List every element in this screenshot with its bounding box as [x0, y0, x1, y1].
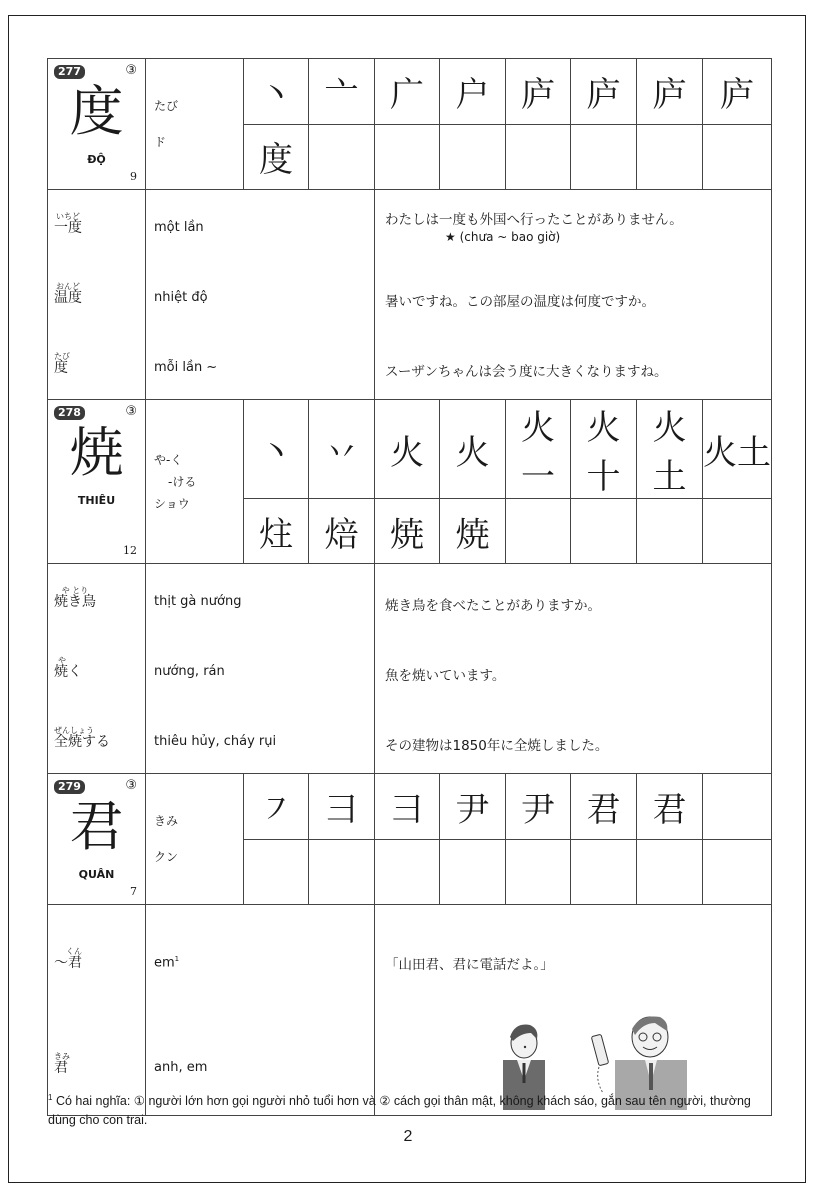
example-sentence: 「山田君、君に電話だよ。」	[385, 957, 554, 973]
stroke-step: 焼	[440, 499, 506, 564]
stroke-step: 度	[244, 124, 309, 190]
vocab-word: 一度	[54, 220, 82, 236]
vocab-words-cell	[48, 190, 146, 400]
example-sentence: 暑いですね。この部屋の温度は何度ですか。	[385, 294, 655, 310]
stroke-step: ⺕	[309, 774, 375, 840]
stroke-step: 亠	[309, 59, 375, 125]
stroke-step	[506, 839, 571, 905]
entry-278-header-row	[48, 400, 772, 499]
on-reading: ド	[154, 135, 167, 149]
entry-277-header-row	[48, 59, 772, 125]
furigana: いちど	[56, 212, 80, 221]
stroke-step: 火	[440, 400, 506, 499]
example-sentence: 魚を焼いています。	[385, 668, 506, 684]
stroke-count: 9	[130, 170, 137, 183]
vocab-word: 温度	[54, 290, 82, 306]
stroke-step	[703, 499, 772, 564]
stroke-step	[571, 124, 637, 190]
kanji-cell-278	[48, 400, 146, 564]
stroke-step: 火十	[571, 400, 637, 499]
example-sentence: スーザンちゃんは会う度に大きくなりますね。	[385, 364, 668, 380]
vocab-word: 焼き鳥	[54, 594, 96, 610]
kun-reading: や-く	[154, 452, 183, 467]
stroke-step: 尹	[440, 774, 506, 840]
on-reading: クン	[154, 850, 179, 864]
stroke-count: 12	[123, 544, 137, 557]
vocab-words-cell	[48, 564, 146, 774]
stroke-step: 户	[440, 59, 506, 125]
entry-278-vocab-row	[48, 564, 772, 774]
footnote-text: Có hai nghĩa: ① người lớn hơn gọi người nhỏ tuổi hơn và ② cách gọi thân mật, không khách sáo, gắn sau tên người, thường dùng cho con trai.	[48, 1094, 751, 1128]
furigana: ぜんしょう	[54, 726, 94, 735]
usage-note: ★ (chưa ~ bao giờ)	[445, 230, 561, 244]
stroke-step: 君	[637, 774, 703, 840]
stroke-step	[309, 124, 375, 190]
readings-cell	[146, 774, 244, 905]
stroke-step	[571, 839, 637, 905]
kun-reading-alt: -ける	[168, 474, 197, 489]
furigana: おんど	[56, 282, 80, 291]
stroke-step: 尹	[506, 774, 571, 840]
kanji-table	[47, 58, 772, 1116]
stroke-step: 庐	[571, 59, 637, 125]
stroke-step: 炷	[244, 499, 309, 564]
vocab-words-cell	[48, 905, 146, 1116]
vocab-meaning: mỗi lần ~	[154, 360, 218, 375]
on-reading: ショウ	[154, 496, 190, 511]
example-sentence: 焼き鳥を食べたことがありますか。	[385, 598, 601, 614]
vocab-meaning: thịt gà nướng	[154, 594, 242, 609]
stroke-step	[309, 839, 375, 905]
vocab-meaning	[154, 955, 179, 970]
entry-277-vocab-row	[48, 190, 772, 400]
stroke-step: 火土	[703, 400, 772, 499]
stroke-step: 焼	[375, 499, 440, 564]
stroke-step: 君	[571, 774, 637, 840]
kanji-number-badge: 279	[54, 780, 85, 794]
stroke-step: 火一	[506, 400, 571, 499]
vocab-meaning: một lần	[154, 220, 204, 235]
kanji-cell-279	[48, 774, 146, 905]
vocab-meanings-cell	[146, 190, 375, 400]
example-sentence: わたしは一度も外国へ行ったことがありません。	[385, 212, 683, 228]
stroke-step	[375, 839, 440, 905]
stroke-step	[571, 499, 637, 564]
meaning-text: em	[154, 955, 175, 971]
main-kanji: 焼	[69, 421, 124, 484]
footnote	[48, 1088, 768, 1130]
vocab-meaning: nhiệt độ	[154, 290, 208, 305]
grade-level: ③	[125, 404, 137, 419]
main-kanji: 度	[69, 80, 124, 143]
stroke-step	[244, 839, 309, 905]
furigana: たび	[54, 352, 70, 361]
grade-level: ③	[125, 63, 137, 78]
vocab-meaning: thiêu hủy, cháy rụi	[154, 734, 277, 749]
readings-cell	[146, 59, 244, 190]
grade-level: ③	[125, 778, 137, 793]
footnote-ref: 1	[174, 955, 180, 963]
han-viet-reading: THIÊU	[77, 494, 116, 507]
kanji-number-badge: 277	[54, 65, 85, 79]
vocab-word: 焼く	[54, 664, 82, 680]
furigana: や とり	[61, 586, 89, 595]
stroke-step	[637, 124, 703, 190]
kun-reading: たび	[154, 99, 179, 113]
vocab-meaning: nướng, rán	[154, 664, 225, 679]
stroke-step	[506, 499, 571, 564]
stroke-step	[506, 124, 571, 190]
stroke-step: 丶	[244, 59, 309, 125]
examples-cell	[375, 190, 772, 400]
stroke-step: 庐	[703, 59, 772, 125]
stroke-step: 丶	[244, 400, 309, 499]
entry-279-vocab-row	[48, 905, 772, 1116]
vocab-word: 君	[54, 1060, 68, 1076]
vocab-meaning: anh, em	[154, 1060, 208, 1075]
stroke-step	[375, 124, 440, 190]
vocab-meanings-cell	[146, 905, 375, 1116]
kanji-cell-277	[48, 59, 146, 190]
stroke-step	[440, 124, 506, 190]
stroke-step	[703, 124, 772, 190]
vocab-word: ～君	[54, 955, 82, 971]
main-kanji: 君	[69, 795, 124, 858]
kun-reading: きみ	[154, 814, 179, 828]
han-viet-reading: ĐỘ	[87, 153, 106, 166]
stroke-step	[637, 839, 703, 905]
stroke-step	[637, 499, 703, 564]
furigana: きみ	[54, 1052, 70, 1061]
example-sentence: その建物は1850年に全焼しました。	[385, 738, 609, 754]
stroke-step: 庐	[637, 59, 703, 125]
examples-cell	[375, 564, 772, 774]
vocab-word: 度	[54, 360, 68, 376]
vocab-word: 全焼する	[54, 734, 110, 750]
entry-279-header-row	[48, 774, 772, 840]
vocab-meanings-cell	[146, 564, 375, 774]
furigana: や	[58, 656, 66, 665]
han-viet-reading: QUÂN	[78, 868, 115, 881]
stroke-step	[703, 839, 772, 905]
footnote-marker: 1	[48, 1093, 53, 1102]
furigana: くん	[66, 947, 82, 956]
readings-cell	[146, 400, 244, 564]
stroke-step: 庐	[506, 59, 571, 125]
stroke-step: 彐	[375, 774, 440, 840]
stroke-step: 广	[375, 59, 440, 125]
stroke-step: 火	[375, 400, 440, 499]
stroke-count: 7	[130, 885, 137, 898]
kanji-number-badge: 278	[54, 406, 85, 420]
stroke-step	[703, 774, 772, 840]
stroke-step: 火土	[637, 400, 703, 499]
stroke-step: 丷	[309, 400, 375, 499]
examples-cell	[375, 905, 772, 1116]
page-number: 2	[403, 1128, 413, 1145]
stroke-step	[440, 839, 506, 905]
stroke-step: 焙	[309, 499, 375, 564]
stroke-step: ㇇	[244, 774, 309, 840]
